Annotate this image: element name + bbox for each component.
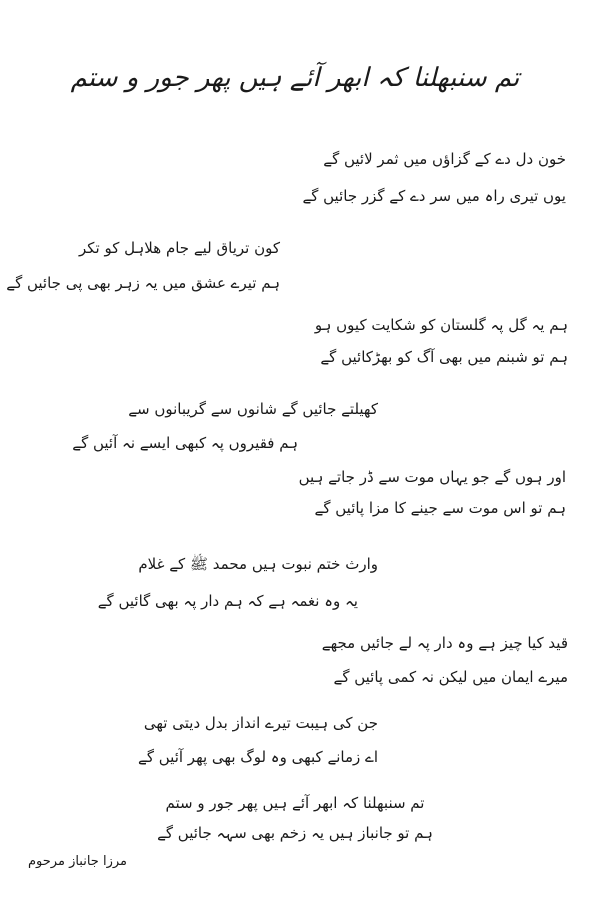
poem-line: اور ہوں گے جو یہاں موت سے ڈر جاتے ہیں [298,468,566,486]
poem-line: ہم تو شبنم میں بھی آگ کو بھڑکائیں گے [320,348,568,366]
poem-line: ہم فقیروں پہ کبھی ایسے نہ آئیں گے [72,434,298,452]
poem-line: میرے ایمان میں لیکن نہ کمی پائیں گے [333,668,568,686]
poem-line: وارث ختم نبوت ہیں محمد ﷺ کے غلام [138,555,378,573]
poem-line: ہم تو اس موت سے جینے کا مزا پائیں گے [314,499,566,517]
poem-line: خون دل دے کے گزاؤں میں ثمر لائیں گے [323,150,566,168]
poem-line: اے زمانے کبھی وہ لوگ بھی پھر آئیں گے [138,748,378,766]
poet-signature: مرزا جانباز مرحوم [28,854,128,869]
poem-line: ہم تیرے عشق میں یہ زہر بھی پی جائیں گے [6,274,280,292]
poem-line: کھیلتے جائیں گے شانوں سے گریبانوں سے [128,400,378,418]
poem-line: یہ وہ نغمہ ہے کہ ہم دار پہ بھی گائیں گے [97,592,358,610]
poem-line: تم سنبھلنا کہ ابھر آئے ہیں پھر جور و ستم [165,794,425,812]
poem-line: ہم تو جانباز ہیں یہ زخم بھی سہہ جائیں گے [157,824,433,842]
poem-line: ہم یہ گل پہ گلستان کو شکایت کیوں ہو [314,316,568,334]
poem-line: قید کیا چیز ہے وہ دار پہ لے جائیں مجھے [321,634,568,652]
poem-line: یوں تیری راہ میں سر دے کے گزر جائیں گے [302,187,566,205]
poem-line: جن کی ہیبت تیرے انداز بدل دیتی تھی [143,714,378,732]
poem-title: تم سنبھلنا کہ ابھر آئے ہیں پھر جور و ستم [70,63,520,93]
poem-line: کون تریاق لیے جام ھلاہل کو تکر [79,239,280,257]
